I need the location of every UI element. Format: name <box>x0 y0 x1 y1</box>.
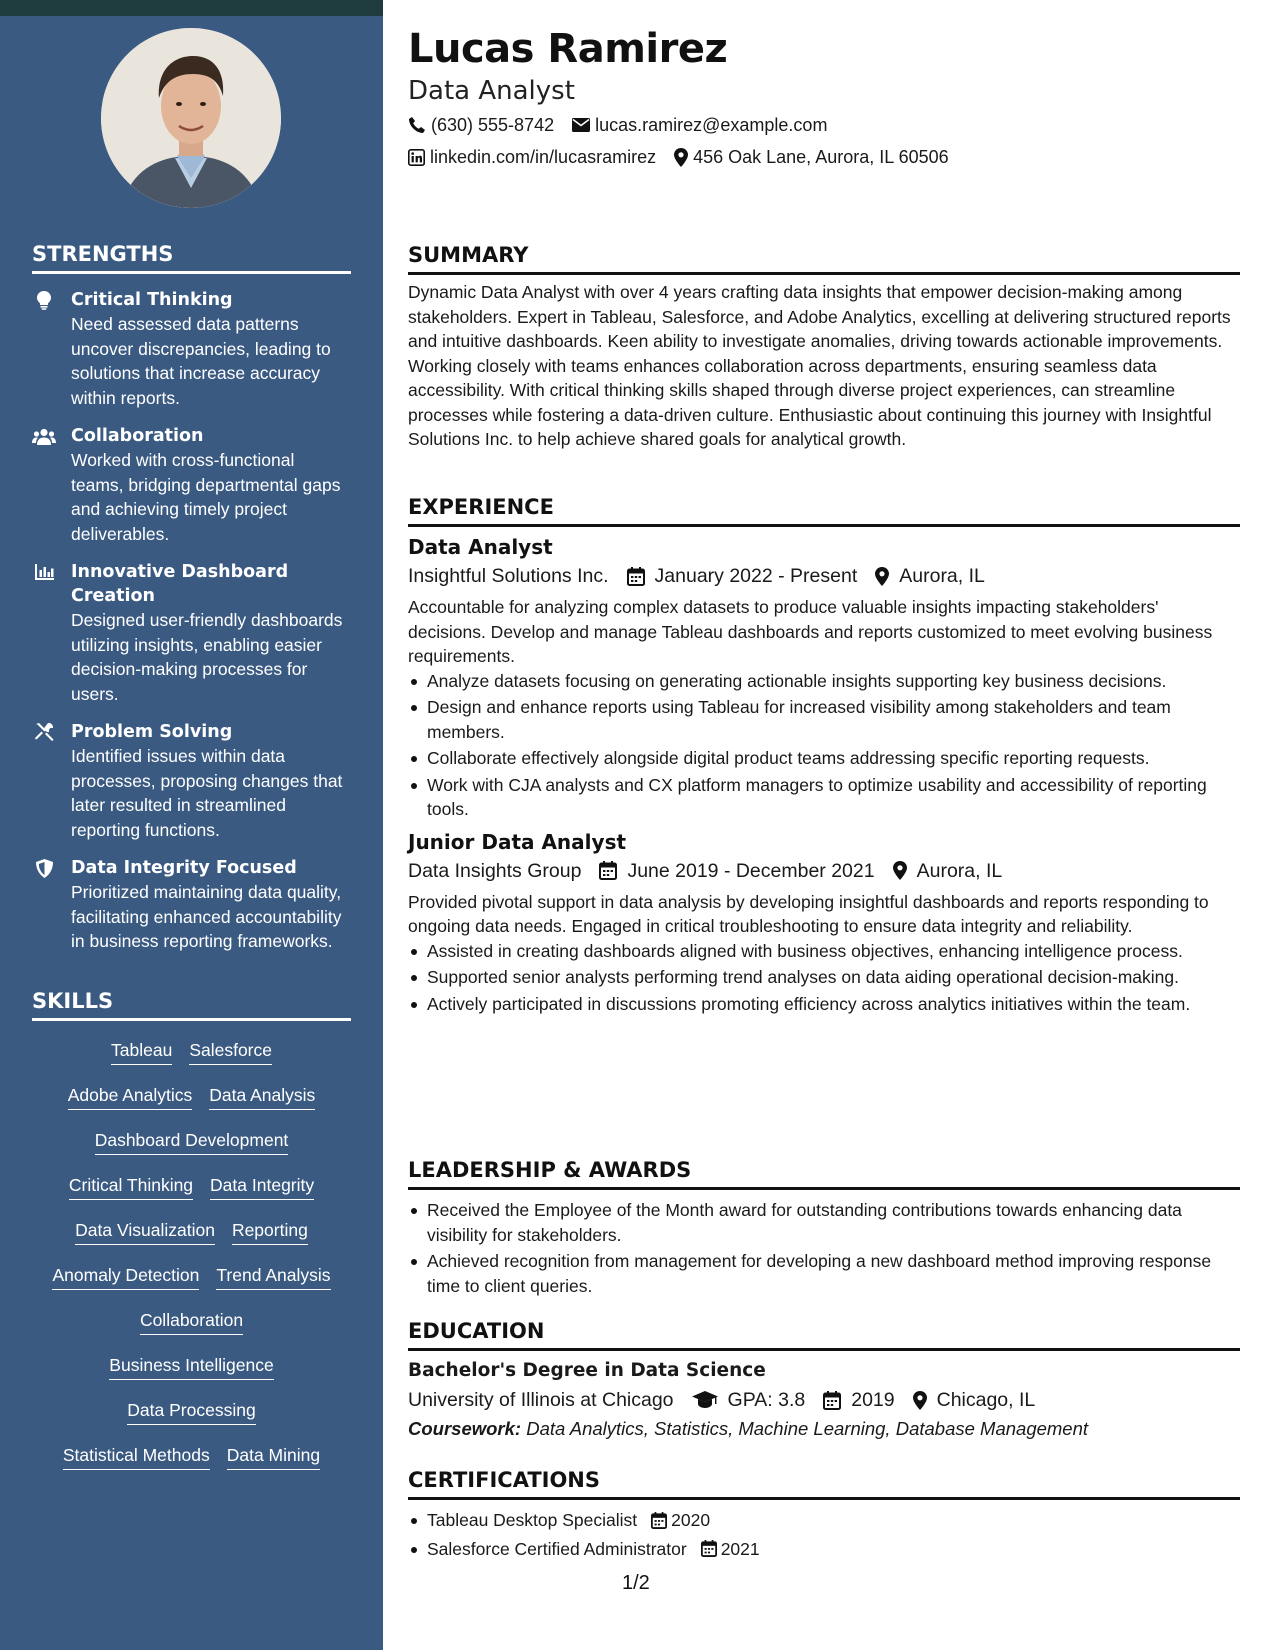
users-icon <box>32 426 56 446</box>
job-bullets <box>408 939 1240 1017</box>
calendar-icon <box>599 861 617 880</box>
strength-item <box>32 424 351 546</box>
summary-section <box>408 242 1240 452</box>
education-heading: EDUCATION <box>408 1318 1240 1351</box>
email-contact[interactable] <box>572 113 827 137</box>
strength-title: Data Integrity Focused <box>71 858 297 879</box>
bar-chart-icon <box>32 562 56 582</box>
strength-title: Innovative Dashboard Creation <box>71 562 289 607</box>
education-meta <box>408 1385 1240 1415</box>
strength-item <box>32 856 351 954</box>
tools-icon <box>32 722 56 742</box>
coursework <box>408 1415 1240 1443</box>
shield-icon <box>32 858 56 878</box>
skill-tag: Critical Thinking <box>69 1174 193 1200</box>
skills-list <box>32 1039 351 1489</box>
job-bullet: Collaborate effectively alongside digital product teams addressing specific reporting requests. <box>408 746 1240 771</box>
job-entry <box>408 828 1240 1017</box>
lightbulb-icon <box>32 290 56 310</box>
skills-heading: SKILLS <box>32 990 351 1021</box>
candidate-name: Lucas Ramirez <box>408 26 728 72</box>
strength-title: Collaboration <box>71 426 204 447</box>
skill-tag: Salesforce <box>189 1039 272 1065</box>
certification-item <box>408 1537 1240 1562</box>
certification-year: 2021 <box>720 1538 760 1559</box>
leadership-section <box>408 1157 1240 1300</box>
job-role: Junior Data Analyst <box>408 829 627 854</box>
leadership-heading: LEADERSHIP & AWARDS <box>408 1157 1240 1190</box>
job-bullet: Assisted in creating dashboards aligned with business objectives, enhancing intelligence process. <box>408 939 1240 964</box>
degree-title: Bachelor's Degree in Data Science <box>408 1360 766 1381</box>
strength-item <box>32 560 351 706</box>
job-dates-text: June 2019 - December 2021 <box>627 859 875 882</box>
job-dates <box>599 856 874 886</box>
certification-list <box>408 1508 1240 1561</box>
certifications-section <box>408 1467 1240 1563</box>
skill-tag: Data Integrity <box>210 1174 314 1200</box>
year-text: 2019 <box>851 1389 895 1411</box>
job-role: Data Analyst <box>408 535 553 559</box>
linkedin-icon <box>408 149 425 166</box>
calendar-icon <box>627 567 645 586</box>
email-text[interactable]: lucas.ramirez@example.com <box>595 115 828 135</box>
summary-text: Dynamic Data Analyst with over 4 years crafting data insights that empower decision-making among stakeholders. Expert in Tableau, Salesforce, and Adobe Analytics, excelling at delivering structured reports and intuitive dashboards. Keen ability to investigate anomalies, driving towards actionable improvements. Working closely with teams enhances collaboration across departments, ensuring seamless data accessibility. With critical thinking skills shaped through diverse project experiences, can streamline processes while fostering a data-driven culture. Enthusiastic about continuing this journey with Insightful Solutions Inc. to help achieve shared goals for analytical growth. <box>408 282 1231 449</box>
job-bullet: Actively participated in discussions promoting efficiency across analytics initiatives within the team. <box>408 992 1240 1017</box>
strength-title: Critical Thinking <box>71 290 233 311</box>
strength-description: Identified issues within data processes, proposing changes that later resulted in streamlined reporting functions. <box>71 746 343 840</box>
map-pin-icon <box>913 1391 927 1410</box>
graduation-year <box>823 1385 894 1415</box>
envelope-icon <box>572 118 590 132</box>
job-company: Insightful Solutions Inc. <box>408 565 609 587</box>
linkedin-text[interactable]: linkedin.com/in/lucasramirez <box>430 147 657 167</box>
strength-title: Problem Solving <box>71 722 233 743</box>
strength-description: Worked with cross-functional teams, bridging departmental gaps and achieving timely project deliverables. <box>71 450 341 544</box>
map-pin-icon <box>893 861 907 880</box>
job-bullets <box>408 669 1240 822</box>
skill-tag: Data Mining <box>227 1444 320 1470</box>
job-description: Accountable for analyzing complex datasets to produce valuable insights impacting stakeholders' decisions. Develop and manage Tableau dashboards and reports customized to meet evolving business requirements. <box>408 597 1213 666</box>
skill-tag: Reporting <box>232 1219 308 1245</box>
address-text: 456 Oak Lane, Aurora, IL 60506 <box>693 147 949 167</box>
strengths-heading: STRENGTHS <box>32 243 351 274</box>
map-pin-icon <box>674 148 688 167</box>
school-name: University of Illinois at Chicago <box>408 1389 674 1411</box>
skill-tag: Anomaly Detection <box>52 1264 199 1290</box>
coursework-text: Data Analytics, Statistics, Machine Learning, Database Management <box>526 1418 1089 1439</box>
linkedin-contact[interactable] <box>408 145 656 169</box>
job-location <box>875 561 985 591</box>
skill-tag: Adobe Analytics <box>68 1084 193 1110</box>
gpa <box>692 1385 806 1415</box>
skill-tag: Data Analysis <box>209 1084 315 1110</box>
calendar-icon <box>701 1540 717 1557</box>
page-number: 1/2 <box>622 1572 650 1594</box>
skill-tag: Collaboration <box>140 1309 243 1335</box>
coursework-label: Coursework: <box>408 1418 522 1439</box>
experience-section <box>408 494 1240 1018</box>
experience-heading: EXPERIENCE <box>408 494 1240 527</box>
skill-tag: Data Visualization <box>75 1219 215 1245</box>
strength-description: Need assessed data patterns uncover discrepancies, leading to solutions that increase accuracy within reports. <box>71 314 331 408</box>
skill-tag: Statistical Methods <box>63 1444 210 1470</box>
job-bullet: Analyze datasets focusing on generating actionable insights supporting key business decisions. <box>408 669 1240 694</box>
certification-year: 2020 <box>671 1510 711 1530</box>
calendar-icon <box>823 1391 841 1410</box>
job-bullet: Design and enhance reports using Tableau for increased visibility among stakeholders and team members. <box>408 695 1240 744</box>
job-bullet: Work with CJA analysts and CX platform managers to optimize usability and accessibility of reporting tools. <box>408 773 1240 822</box>
certification-name: Tableau Desktop Specialist <box>427 1510 638 1530</box>
contact-row <box>408 145 967 169</box>
job-meta <box>408 856 1240 886</box>
skill-tag: Tableau <box>111 1039 172 1065</box>
phone-icon <box>408 116 426 134</box>
job-dates-text: January 2022 - Present <box>654 565 858 587</box>
job-dates <box>627 561 858 591</box>
certification-item <box>408 1508 1240 1533</box>
address-contact <box>674 145 949 169</box>
calendar-icon <box>651 1512 667 1529</box>
strengths-section <box>32 243 351 954</box>
skill-tag: Business Intelligence <box>109 1354 273 1380</box>
strength-description: Designed user-friendly dashboards utilizing insights, enabling easier decision-making processes for users. <box>71 610 343 704</box>
education-section <box>408 1318 1240 1443</box>
leadership-bullets <box>408 1198 1240 1298</box>
candidate-title: Data Analyst <box>408 76 575 106</box>
summary-heading: SUMMARY <box>408 242 1240 275</box>
strength-item <box>32 288 351 410</box>
award-bullet: Achieved recognition from management for developing a new dashboard method improving response time to client queries. <box>408 1249 1240 1298</box>
job-company: Data Insights Group <box>408 859 582 882</box>
skills-section <box>32 990 351 1489</box>
strength-item <box>32 720 351 842</box>
map-pin-icon <box>875 567 889 586</box>
job-description: Provided pivotal support in data analysis by developing insightful dashboards and reports responding to ongoing data needs. Engaged in critical troubleshooting to ensure data integrity and reliability. <box>408 891 1209 936</box>
certification-name: Salesforce Certified Administrator <box>427 1538 687 1559</box>
skill-tag: Trend Analysis <box>216 1264 330 1290</box>
job-entry <box>408 533 1240 822</box>
graduation-cap-icon <box>692 1391 718 1409</box>
certifications-heading: CERTIFICATIONS <box>408 1467 1240 1500</box>
sidebar <box>0 0 383 1650</box>
sidebar-top-bar <box>0 0 383 16</box>
school-location <box>913 1385 1036 1415</box>
contact-row <box>408 113 845 137</box>
job-location-text: Aurora, IL <box>916 859 1003 882</box>
skill-tag: Data Processing <box>127 1399 255 1425</box>
phone-text: (630) 555-8742 <box>431 115 555 135</box>
job-meta <box>408 561 1240 591</box>
school-location-text: Chicago, IL <box>936 1389 1036 1411</box>
phone-contact <box>408 113 554 137</box>
job-bullet: Supported senior analysts performing trend analyses on data aiding operational decision-making. <box>408 965 1240 990</box>
skill-tag: Dashboard Development <box>95 1129 289 1155</box>
gpa-text: GPA: 3.8 <box>727 1389 806 1411</box>
strength-description: Prioritized maintaining data quality, facilitating enhanced accountability in business reporting frameworks. <box>71 882 342 952</box>
profile-photo <box>101 28 281 208</box>
job-location <box>893 856 1003 886</box>
award-bullet: Received the Employee of the Month award for outstanding contributions towards enhancing data visibility for stakeholders. <box>408 1198 1240 1247</box>
job-location-text: Aurora, IL <box>899 565 985 587</box>
